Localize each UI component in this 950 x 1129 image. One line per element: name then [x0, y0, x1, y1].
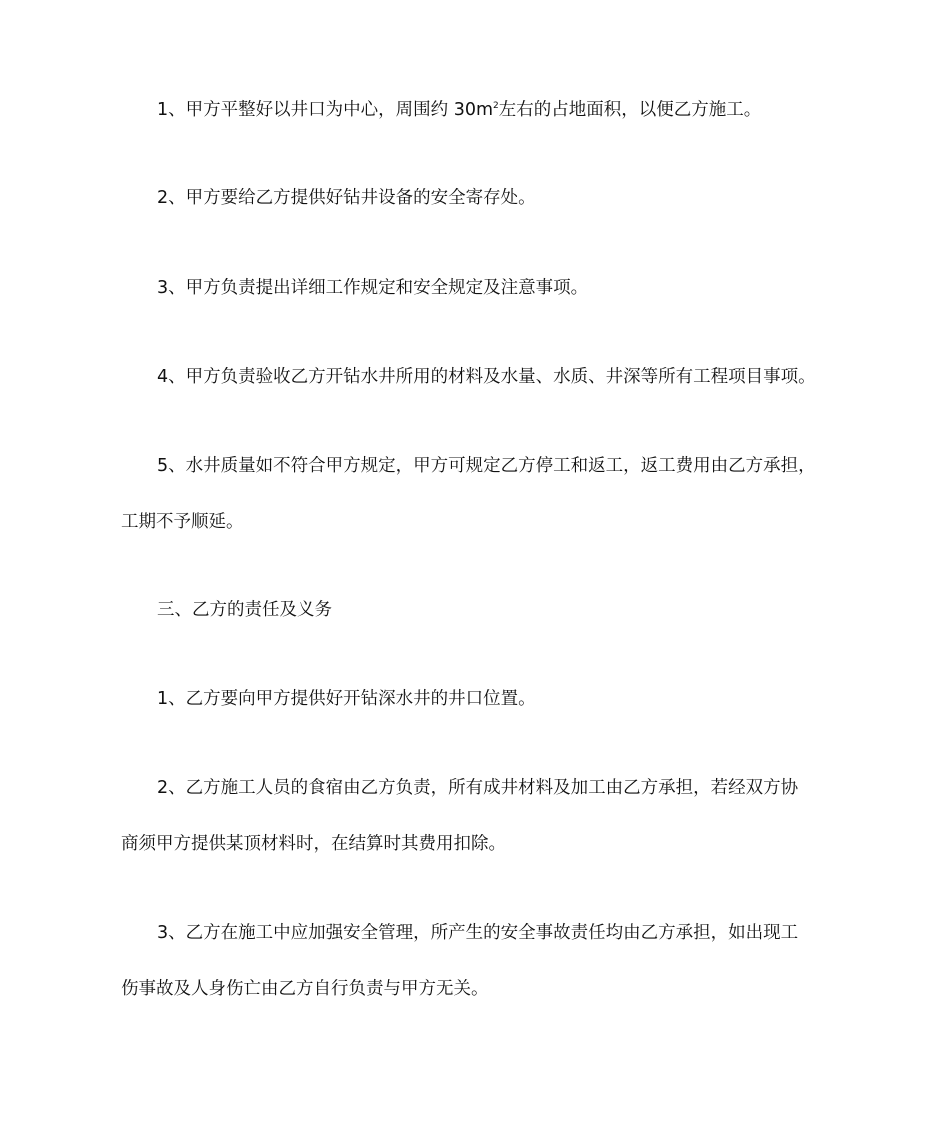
paragraph-b1: [121, 673, 841, 725]
paragraph-a4-line1: 4、甲方负责验收乙方开钻水井所用的材料及水量、水质、井深等所有工程项目事项。: [157, 367, 816, 387]
paragraph-a3-line1: 3、甲方负责提出详细工作规定和安全规定及注意事项。: [157, 278, 589, 298]
paragraph-b2: [121, 762, 841, 870]
paragraph-a4: [121, 351, 841, 403]
paragraph-b3: [121, 907, 841, 1015]
section-heading-text: 三、乙方的责任及义务: [157, 600, 332, 620]
paragraph-a1-text-cont: 左右的占地面积，以便乙方施工。: [498, 100, 762, 120]
paragraph-b3-line1: 3、乙方在施工中应加强安全管理，所产生的安全事故责任均由乙方承担，如出现工: [157, 923, 799, 943]
section-heading: [121, 584, 841, 636]
paragraph-a1-text: 1、甲方平整好以井口为中心，周围约 30m: [157, 100, 494, 120]
paragraph-a5-line1: 5、水井质量如不符合甲方规定，甲方可规定乙方停工和返工，返工费用由乙方承担，: [157, 456, 816, 476]
paragraph-b3-line2: 伤事故及人身伤亡由乙方自行负责与甲方无关。: [121, 979, 489, 999]
paragraph-a2-line1: 2、甲方要给乙方提供好钻井设备的安全寄存处。: [157, 188, 536, 208]
paragraph-b1-line1: 1、乙方要向甲方提供好开钻深水井的井口位置。: [157, 689, 536, 709]
paragraph-a5: [121, 440, 841, 548]
superscript-2: 2: [493, 101, 499, 112]
paragraph-b2-line2: 商须甲方提供某顶材料时，在结算时其费用扣除。: [121, 834, 506, 854]
paragraph-a1: [121, 84, 841, 136]
paragraph-a3: [121, 262, 841, 314]
paragraph-a2: [121, 172, 841, 224]
paragraph-b2-line1: 2、乙方施工人员的食宿由乙方负责，所有成井材料及加工由乙方承担，若经双方协: [157, 778, 799, 798]
paragraph-a5-line2: 工期不予顺延。: [121, 512, 244, 532]
